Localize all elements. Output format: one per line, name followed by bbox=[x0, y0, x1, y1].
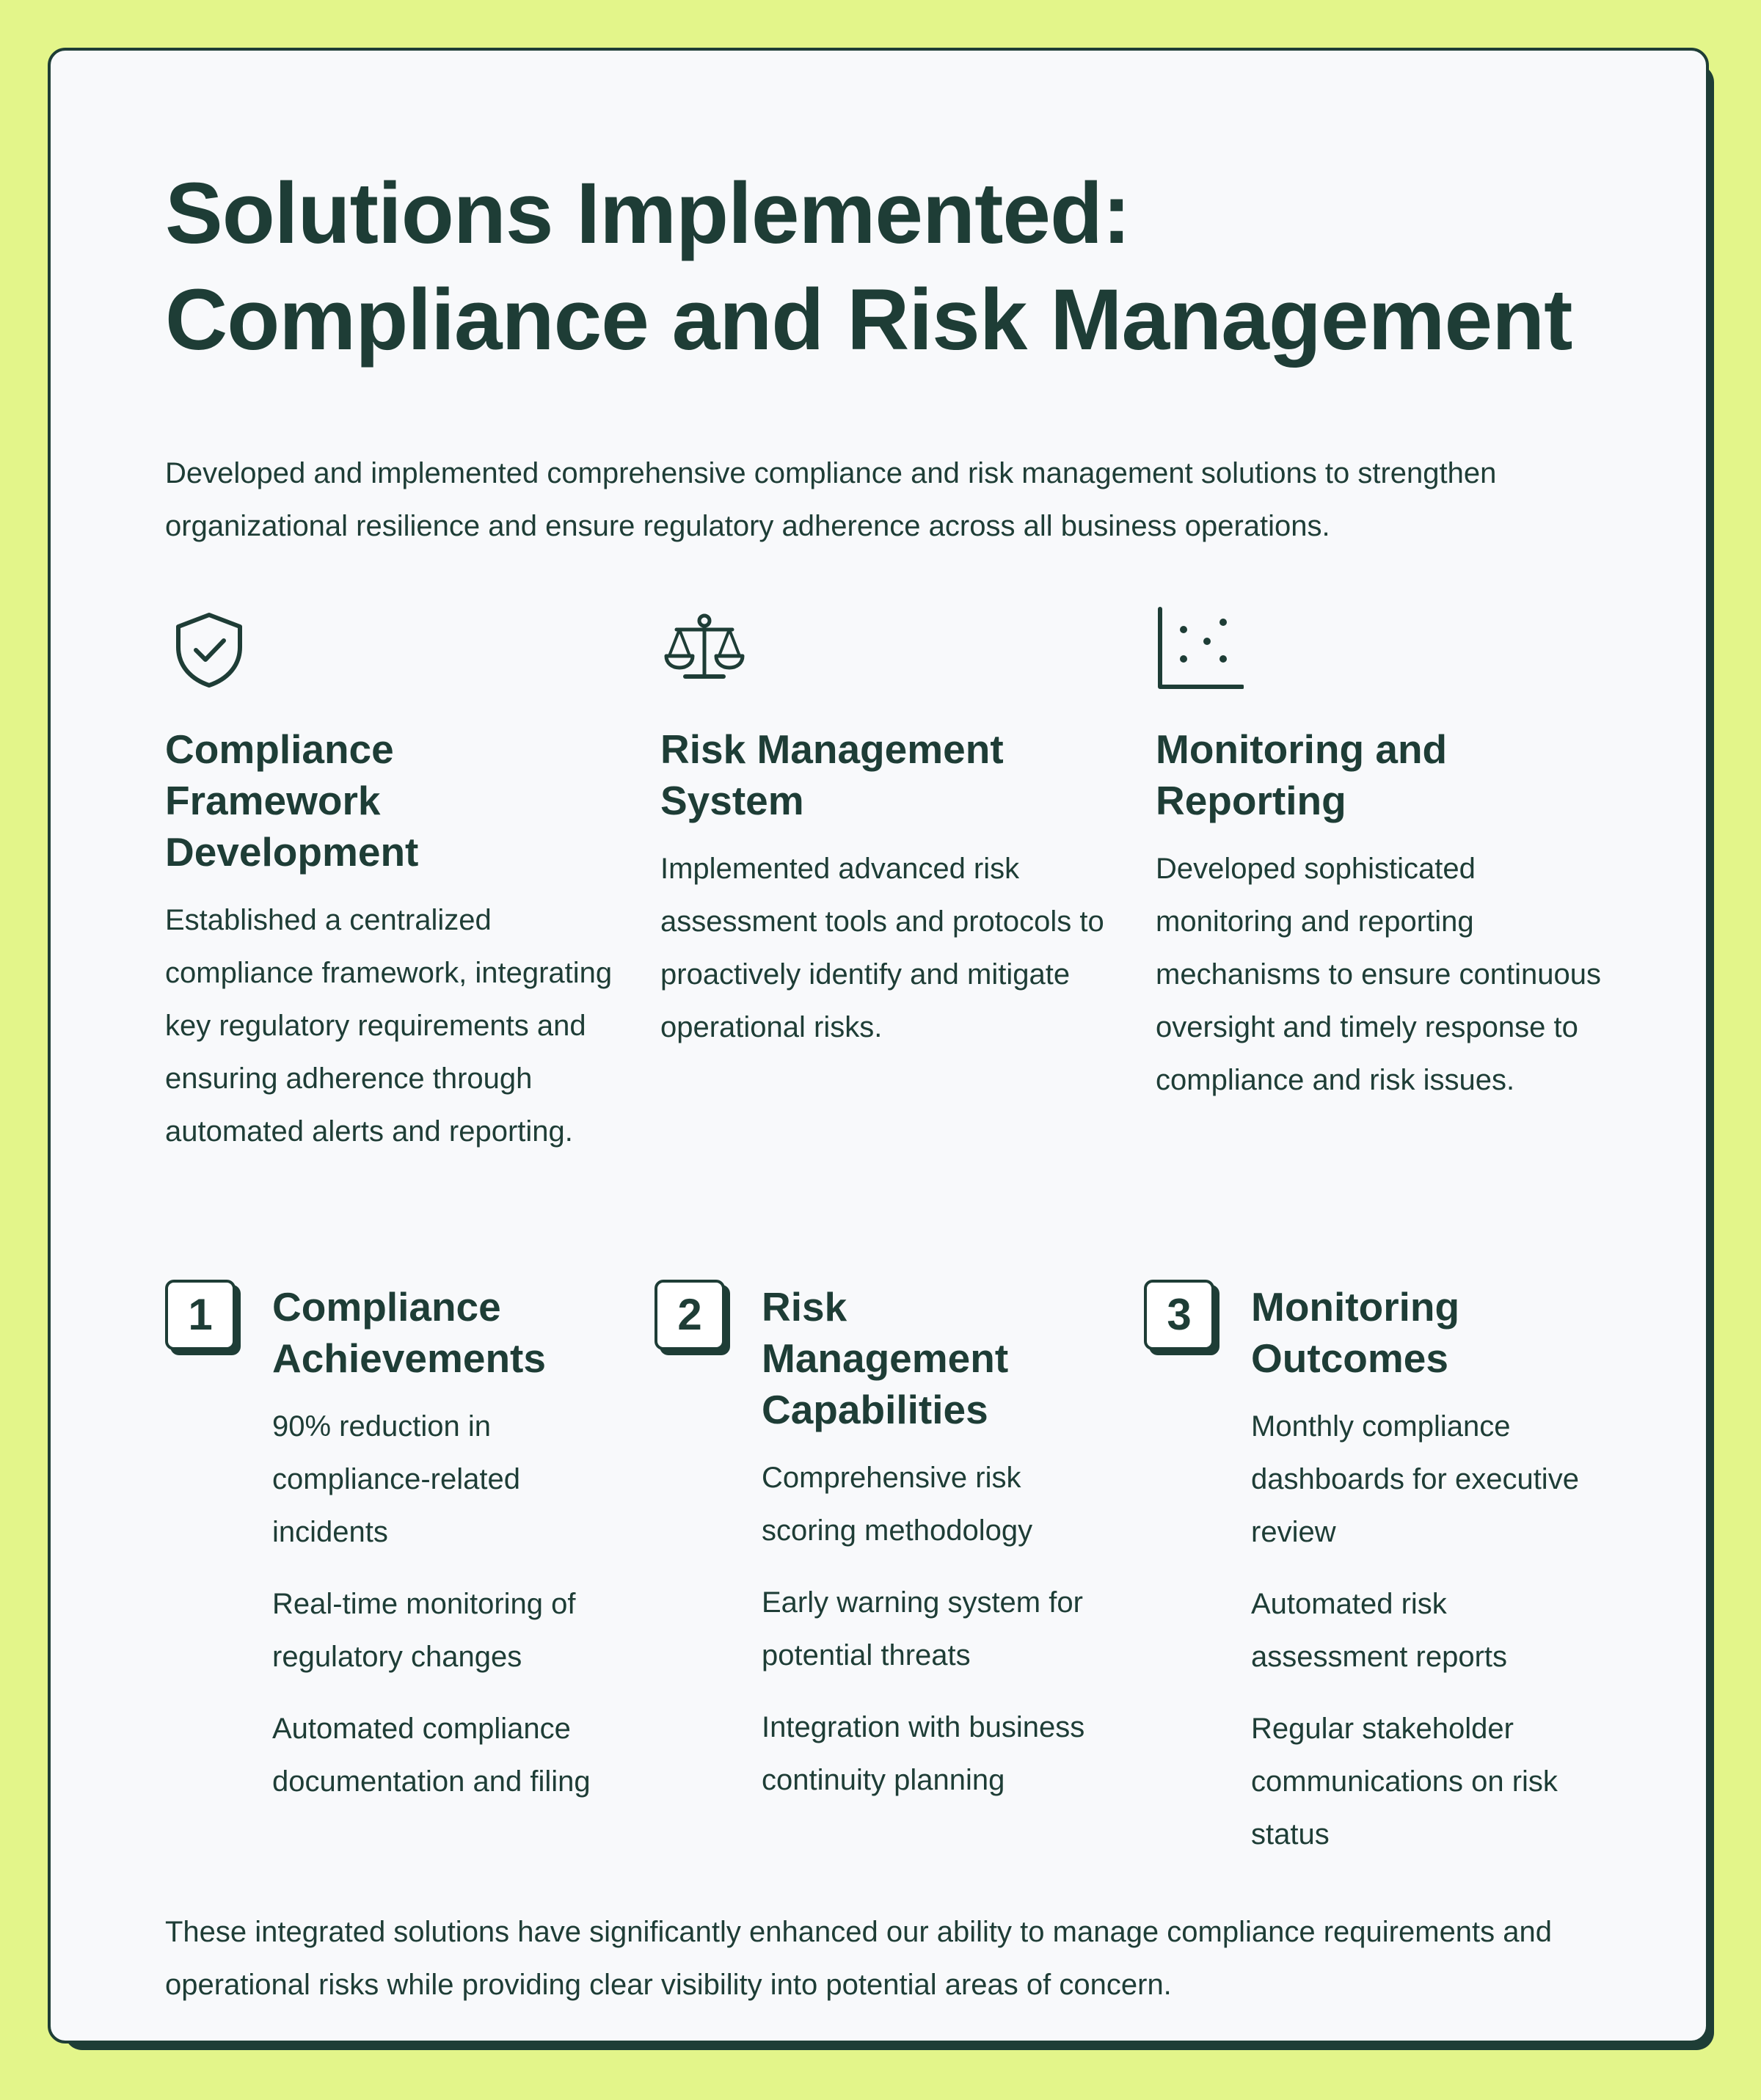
step-number-badge: 1 bbox=[165, 1280, 236, 1350]
step-title: Risk Management Capabilities bbox=[762, 1284, 1009, 1432]
list-item: Real-time monitoring of regulatory changes bbox=[272, 1588, 576, 1673]
list-item: Comprehensive risk scoring methodology bbox=[762, 1462, 1033, 1547]
list-item: Automated risk assessment reports bbox=[1251, 1588, 1508, 1673]
content-card bbox=[48, 48, 1709, 2044]
feature-monitoring-reporting bbox=[1156, 605, 1611, 1106]
step-number-badge: 2 bbox=[655, 1280, 725, 1350]
shield-check-icon bbox=[165, 605, 253, 693]
step-monitoring-outcomes bbox=[1144, 1280, 1584, 1880]
feature-compliance-framework bbox=[165, 605, 620, 1158]
step-risk-capabilities bbox=[655, 1280, 1095, 1826]
list-item: Automated compliance documentation and filing bbox=[272, 1713, 591, 1798]
step-list bbox=[762, 1451, 1095, 1806]
card-content bbox=[165, 161, 1625, 2001]
feature-description: Established a centralized compliance framework, integrating key regulatory requirements and ensuring adherence through automated alerts and reporting. bbox=[165, 904, 613, 1148]
list-item: Integration with business continuity planning bbox=[762, 1711, 1085, 1796]
step-title: Monitoring Outcomes bbox=[1251, 1284, 1460, 1381]
intro-paragraph: Developed and implemented comprehensive compliance and risk management solutions to strengthen organizational resilience and ensure regulatory adherence across all business operations. bbox=[165, 457, 1497, 542]
feature-description: Implemented advanced risk assessment tools and protocols to proactively identify and mitigate operational risks. bbox=[660, 853, 1104, 1043]
step-title: Compliance Achievements bbox=[272, 1284, 546, 1381]
feature-title: Compliance Framework Development bbox=[165, 726, 419, 875]
list-item: Early warning system for potential threats bbox=[762, 1586, 1083, 1671]
step-number-badge: 3 bbox=[1144, 1280, 1214, 1350]
step-list bbox=[272, 1400, 605, 1808]
feature-title: Risk Management System bbox=[660, 726, 1004, 823]
closing-paragraph: These integrated solutions have significantly enhanced our ability to manage compliance requirements and operational risks while providing clear visibility into potential areas of concern. bbox=[165, 1916, 1553, 2001]
page-title: Solutions Implemented: Compliance and Risk Management bbox=[165, 165, 1572, 368]
list-item: 90% reduction in compliance-related incidents bbox=[272, 1410, 520, 1548]
list-item: Monthly compliance dashboards for executive review bbox=[1251, 1410, 1579, 1548]
scale-icon bbox=[660, 605, 748, 693]
step-compliance-achievements bbox=[165, 1280, 605, 1827]
feature-title: Monitoring and Reporting bbox=[1156, 726, 1448, 823]
feature-risk-management bbox=[660, 605, 1115, 1054]
scatter-chart-icon bbox=[1156, 605, 1244, 693]
list-item: Regular stakeholder communications on risk status bbox=[1251, 1713, 1558, 1851]
step-list bbox=[1251, 1400, 1584, 1861]
feature-columns bbox=[165, 605, 1625, 1192]
feature-description: Developed sophisticated monitoring and reporting mechanisms to ensure continuous oversight and timely response to compliance and risk issues. bbox=[1156, 853, 1601, 1096]
